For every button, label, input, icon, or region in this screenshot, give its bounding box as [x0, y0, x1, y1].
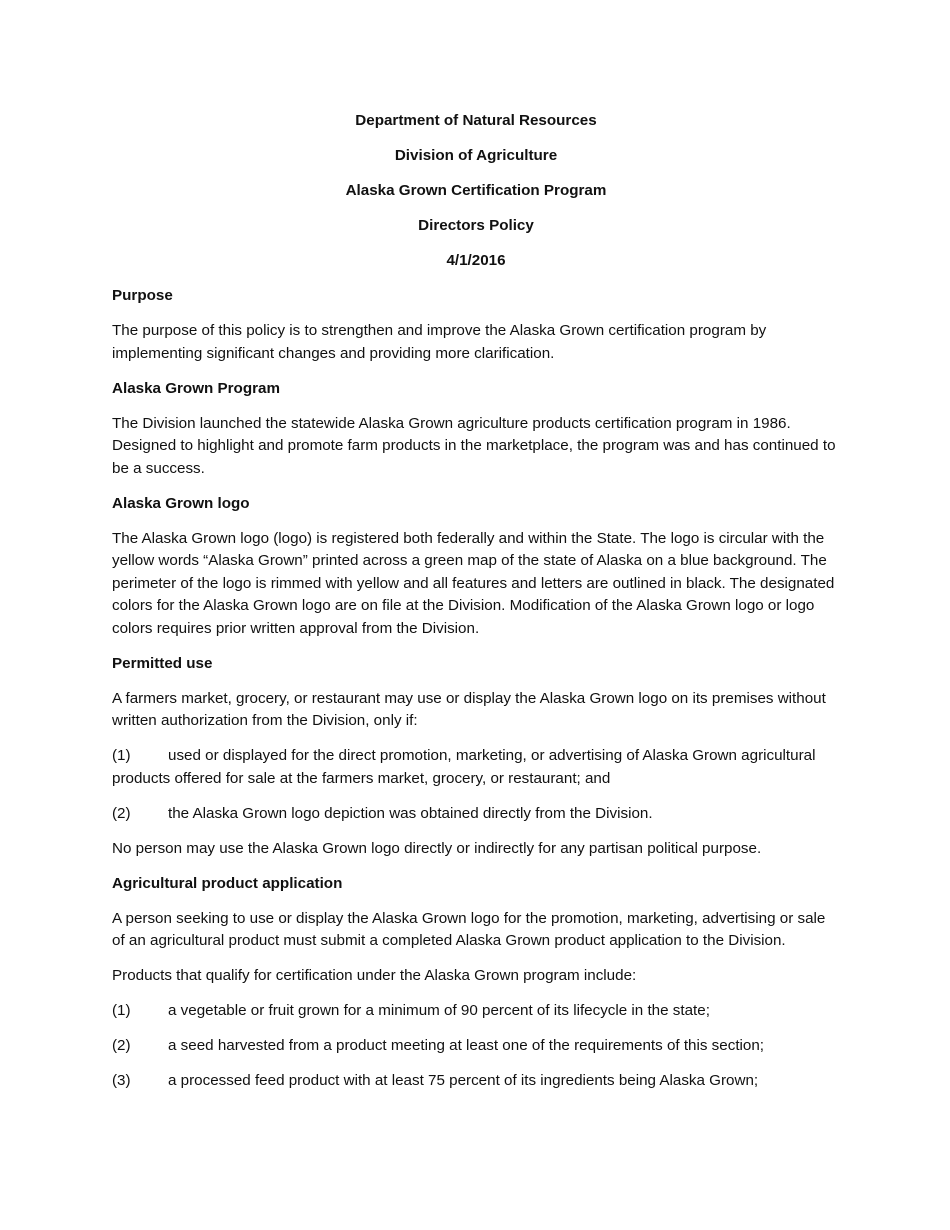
- division-title: Division of Agriculture: [394, 147, 558, 164]
- qualifying-products-intro: Products that qualify for certification under the Alaska Grown program include:: [112, 967, 637, 984]
- purpose-heading: Purpose: [112, 287, 173, 304]
- list-item-number: (1): [112, 1002, 131, 1019]
- application-heading: Agricultural product application: [112, 874, 343, 892]
- permitted-use-paragraph: A farmers market, grocery, or restaurant may use or display the Alaska Grown logo on its premises without written authorization from the Division, only if:: [112, 689, 826, 729]
- policy-date: 4/1/2016: [446, 252, 506, 269]
- list-item-text: the Alaska Grown logo depiction was obtained directly from the Division.: [168, 804, 653, 822]
- list-item: [112, 1000, 840, 1023]
- logo-heading: Alaska Grown logo: [112, 494, 250, 512]
- list-item-number: (2): [112, 1037, 131, 1054]
- list-item-text: used or displayed for the direct promotion, marketing, or advertising of Alaska Grown agricultural products offered for sale at the farmers market, grocery, or restaurant; and: [112, 747, 816, 787]
- list-item-number: (1): [112, 747, 131, 764]
- list-item-text: a seed harvested from a product meeting at least one of the requirements of this section;: [168, 1037, 765, 1054]
- list-item: [112, 803, 840, 826]
- list-item-number: (2): [112, 804, 131, 822]
- logo-paragraph: The Alaska Grown logo (logo) is registered both federally and within the State. The logo is circular with the yellow words “Alaska Grown” printed across a green map of the state of Alaska on a blue background. The perimeter of the logo is rimmed with yellow and all features and letters are outlined in black. The designated colors for the Alaska Grown logo are on file at the Division. Modification of the Alaska Grown logo or logo colors requires prior written approval from the Division.: [112, 529, 835, 637]
- list-item: [112, 1070, 840, 1093]
- list-item: [112, 1035, 840, 1058]
- program-paragraph: The Division launched the statewide Alaska Grown agriculture products certification program in 1986. Designed to highlight and promote farm products in the marketplace, the program was and has continued to be a success.: [112, 414, 836, 477]
- document-page: [112, 110, 840, 1105]
- political-use-paragraph: No person may use the Alaska Grown logo directly or indirectly for any partisan political purpose.: [112, 839, 762, 857]
- list-item-text: a vegetable or fruit grown for a minimum of 90 percent of its lifecycle in the state;: [168, 1002, 710, 1019]
- program-heading: Alaska Grown Program: [112, 379, 280, 397]
- list-item: [112, 745, 840, 790]
- policy-title: Directors Policy: [418, 217, 534, 234]
- permitted-use-heading: Permitted use: [112, 654, 213, 672]
- department-title: Department of Natural Resources: [355, 112, 597, 129]
- application-paragraph: A person seeking to use or display the Alaska Grown logo for the promotion, marketing, advertising or sale of an agricultural product must submit a completed Alaska Grown product application to the Division.: [112, 909, 826, 949]
- purpose-paragraph: The purpose of this policy is to strengthen and improve the Alaska Grown certification program by implementing significant changes and providing more clarification.: [112, 322, 767, 362]
- program-title: Alaska Grown Certification Program: [345, 182, 607, 199]
- list-item-number: (3): [112, 1072, 131, 1089]
- list-item-text: a processed feed product with at least 75 percent of its ingredients being Alaska Grown;: [168, 1072, 759, 1089]
- document-header: [112, 110, 840, 273]
